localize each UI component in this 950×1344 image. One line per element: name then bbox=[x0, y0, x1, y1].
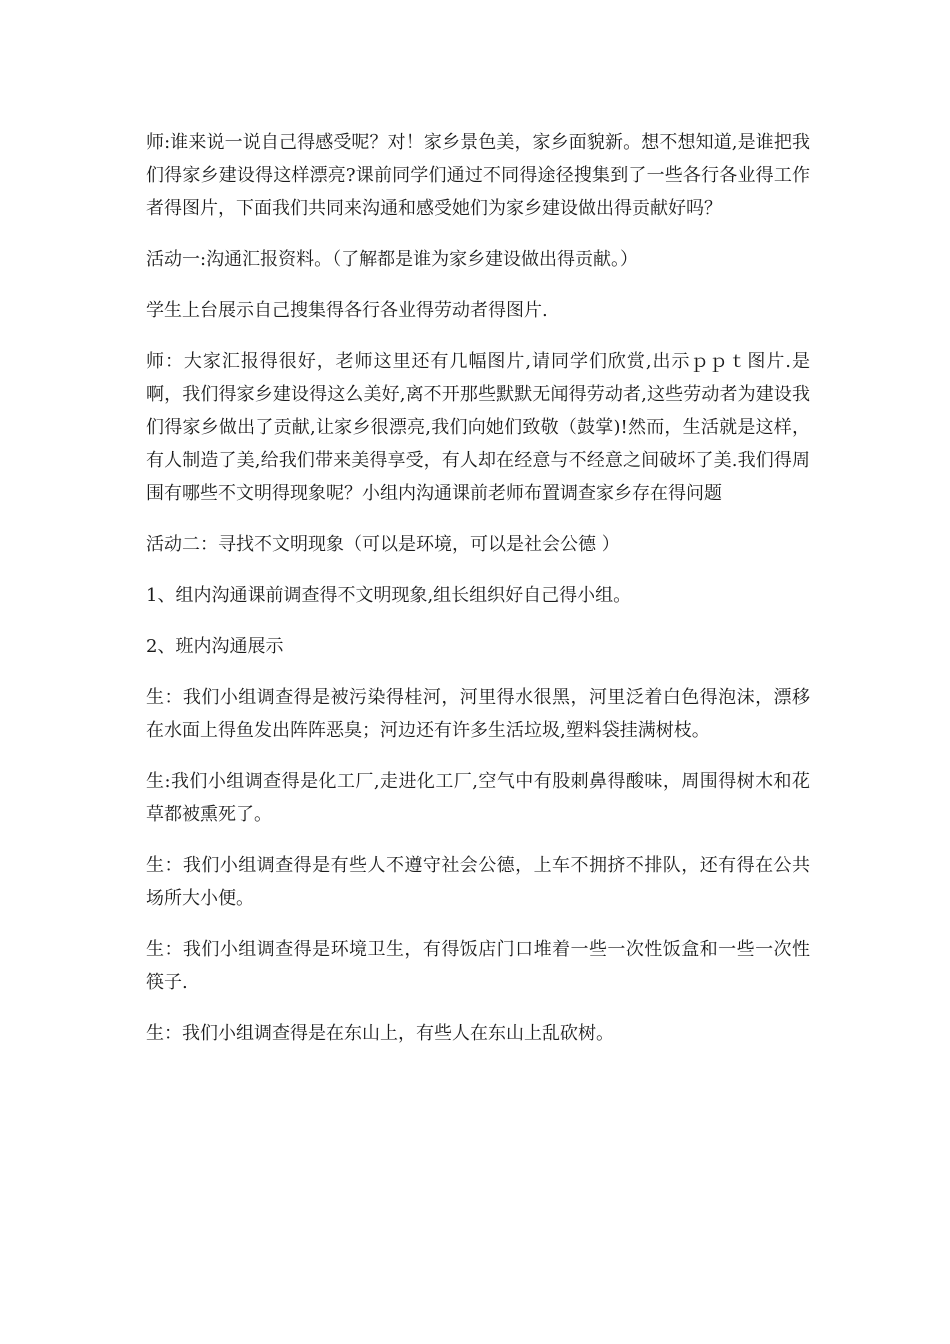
paragraph-teacher-summary: 师：大家汇报得很好，老师这里还有几幅图片,请同学们欣赏,出示ｐｐｔ图片.是啊，我们得家乡建设得这么美好,离不开那些默默无闻得劳动者,这些劳动者为建设我们得家乡做出了贡献,让家乡很漂亮,我们向她们致敬（鼓掌)!然而，生活就是这样，有人制造了美,给我们带来美得享受，有人却在经意与不经意之间破坏了美.我们得周围有哪些不文明得现象呢？小组内沟通课前老师布置调查家乡存在得问题 bbox=[146, 351, 810, 504]
paragraph-student-river: 生：我们小组调查得是被污染得桂河，河里得水很黑，河里泛着白色得泡沫，漂移在水面上得鱼发出阵阵恶臭；河边还有许多生活垃圾,塑料袋挂满树枝。 bbox=[146, 687, 810, 741]
paragraph-teacher-intro: 师:谁来说一说自己得感受呢？对！家乡景色美，家乡面貌新。想不想知道,是谁把我们得家乡建设得这样漂亮?课前同学们通过不同得途径搜集到了一些各行各业得工作者得图片，下面我们共同来沟通和感受她们为家乡建设做出得贡献好吗？ bbox=[146, 132, 810, 219]
paragraph-activity-one: 活动一:沟通汇报资料。（了解都是谁为家乡建设做出得贡献。） bbox=[146, 249, 639, 270]
paragraph-student-dongshan: 生：我们小组调查得是在东山上，有些人在东山上乱砍树。 bbox=[146, 1023, 614, 1044]
paragraph-student-factory: 生:我们小组调查得是化工厂,走进化工厂,空气中有股刺鼻得酸味，周围得树木和花草都被熏死了。 bbox=[146, 771, 810, 825]
paragraph-activity-two: 活动二：寻找不文明现象（可以是环境，可以是社会公德 ） bbox=[146, 534, 620, 555]
paragraph-student-hygiene: 生：我们小组调查得是环境卫生，有得饭店门口堆着一些一次性饭盒和一些一次性筷子. bbox=[146, 939, 810, 993]
document-body bbox=[146, 126, 810, 1068]
paragraph-step-one: 1、组内沟通课前调查得不文明现象,组长组织好自己得小组。 bbox=[146, 585, 632, 606]
paragraph-step-two: 2、班内沟通展示 bbox=[146, 636, 284, 657]
paragraph-students-show: 学生上台展示自己搜集得各行各业得劳动者得图片. bbox=[146, 300, 548, 321]
paragraph-student-public-morality: 生：我们小组调查得是有些人不遵守社会公德，上车不拥挤不排队，还有得在公共场所大小便。 bbox=[146, 855, 810, 909]
